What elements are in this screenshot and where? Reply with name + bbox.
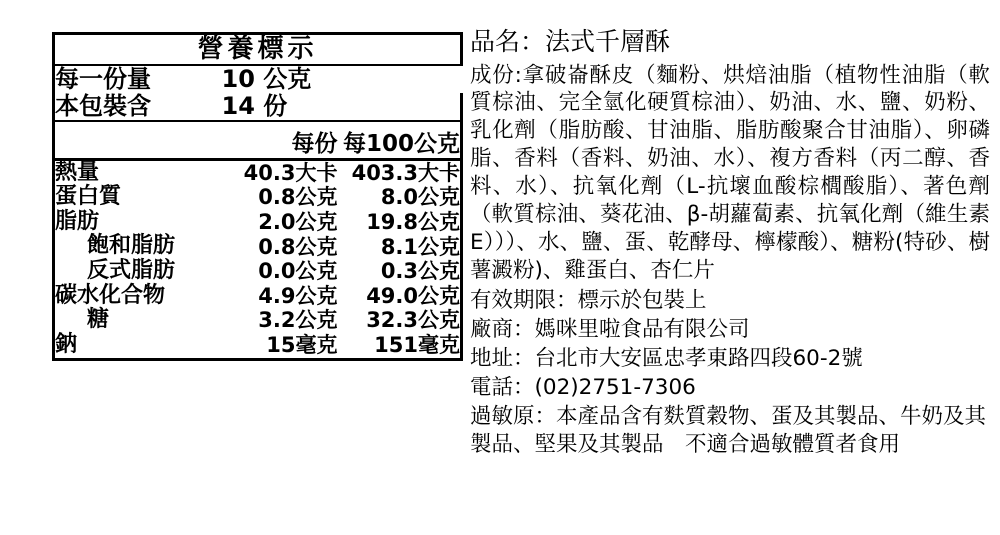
product-name: 品名：法式千層酥 <box>470 27 671 56</box>
nutrient-name: 蛋白質 <box>54 185 222 210</box>
nutrient-per-serving: 0.8公克 <box>258 185 338 210</box>
nutrient-per-100g: 8.0公克 <box>338 185 462 210</box>
table-row <box>54 259 462 284</box>
spacer-cell-left <box>54 121 222 132</box>
table-row <box>54 159 462 185</box>
column-header-per-serving: 每份 <box>222 132 338 159</box>
nutrient-per-100g: 49.0公克 <box>338 284 462 309</box>
nutrient-name: 糖 <box>54 308 222 333</box>
serving-size-value: 10 公克 <box>221 65 312 94</box>
nutrient-name: 鈉 <box>54 333 222 359</box>
nutrient-per-serving: 0.8公克 <box>258 234 338 259</box>
nutrient-per-serving: 3.2公克 <box>258 308 338 333</box>
table-row <box>54 333 462 359</box>
column-header-row <box>54 132 462 159</box>
allergen-text: 過敏原：本產品含有麩質穀物、蛋及其製品、牛奶及其製品、堅果及其製品 不適合過敏體質者食用 <box>470 403 987 457</box>
nutrient-name: 熱量 <box>54 159 222 185</box>
serving-size-row <box>54 65 462 93</box>
address-text: 地址：台北市大安區忠孝東路四段60-2號 <box>470 345 863 371</box>
nutrient-per-serving: 0.0公克 <box>258 259 338 284</box>
nutrient-per-100g: 0.3公克 <box>338 259 462 284</box>
nutrition-title-row <box>54 34 462 66</box>
phone-text: 電話：(02)2751-7306 <box>470 374 696 400</box>
nutrient-name: 碳水化合物 <box>54 284 222 309</box>
nutrient-per-100g: 32.3公克 <box>338 308 462 333</box>
nutrition-facts-panel <box>52 32 460 361</box>
nutrient-per-serving: 2.0公克 <box>258 209 338 234</box>
product-info-panel <box>470 26 990 460</box>
table-row <box>54 210 462 235</box>
table-row <box>54 284 462 309</box>
servings-value: 14 份 <box>222 93 462 121</box>
nutrient-per-serving: 4.9公克 <box>258 283 338 308</box>
nutrient-per-serving: 15毫克 <box>222 333 338 359</box>
servings-per-pack-row <box>54 93 462 121</box>
ingredients-text: 成份:拿破崙酥皮（麵粉、烘焙油脂（植物性油脂（軟質棕油、完全氫化硬質棕油）、奶油、水、鹽、奶粉、乳化劑（脂肪酸、甘油脂、脂肪酸聚合甘油脂）、卵磷脂、香料（香料、奶油、水）、複方香料（丙二醇、香料、水）、抗氧化劑（L-抗壞血酸棕櫚酸脂）、著色劑（軟質棕油、葵花油、β-胡蘿蔔素、抗氧化劑（維生素E）））、水、鹽、蛋、乾酵母、檸檬酸）、糖粉(特砂、樹薯澱粉)、雞蛋白、杏仁片 <box>470 62 990 284</box>
manufacturer-text: 廠商：媽咪里啦食品有限公司 <box>470 316 750 342</box>
nutrient-per-100g: 151毫克 <box>338 333 462 359</box>
servings-label: 本包裝含 <box>54 93 222 121</box>
table-row <box>54 234 462 259</box>
nutrient-name: 反式脂肪 <box>54 259 222 284</box>
nutrient-per-100g: 8.1公克 <box>338 234 462 259</box>
serving-size-label: 每一份量 <box>54 65 222 93</box>
nutrient-name: 飽和脂肪 <box>54 234 222 259</box>
column-header-per-100g: 每100公克 <box>338 132 462 159</box>
nutrient-per-serving: 40.3大卡 <box>243 160 338 185</box>
table-row <box>54 185 462 210</box>
nutrition-title: 營養標示 <box>54 34 462 66</box>
expiry-text: 有效期限：標示於包裝上 <box>470 288 707 313</box>
nutrient-per-100g: 403.3大卡 <box>338 159 462 185</box>
column-header-blank <box>54 132 222 159</box>
nutrient-name: 脂肪 <box>54 210 222 235</box>
table-row <box>54 308 462 333</box>
nutrient-per-100g: 19.8公克 <box>338 210 462 235</box>
nutrition-table <box>52 32 463 361</box>
